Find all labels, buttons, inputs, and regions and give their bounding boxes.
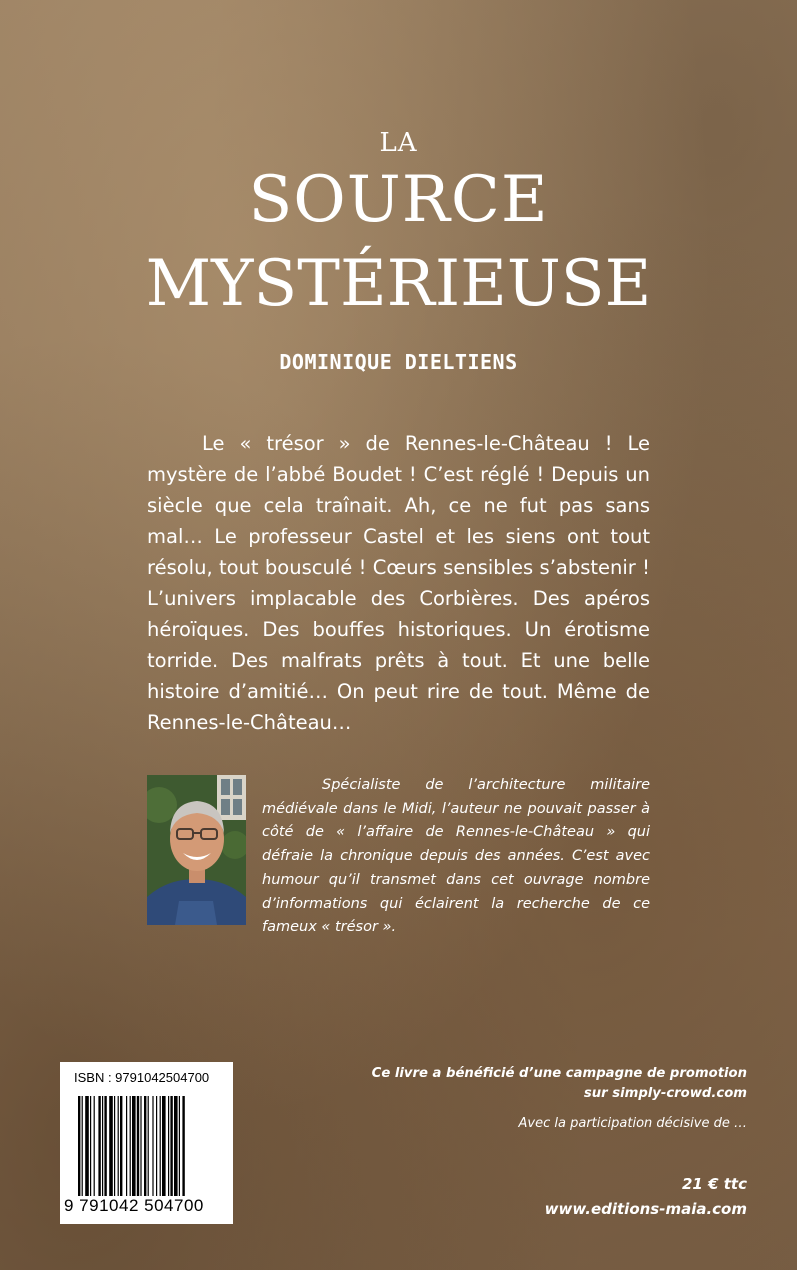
- barcode-bar: [132, 1096, 136, 1196]
- author-bio: Spécialiste de l’architecture militaire médiévale dans le Midi, l’auteur ne pouvait passer à côté de « l’affaire de Rennes-le-Château » qui défraie la chronique depuis des années. C’est avec humour qu’il transmet dans cet ouvrage nombre d’informations qui éclairent la recherche de ce fameux « trésor ».: [262, 777, 650, 936]
- promo-text: [327, 1064, 747, 1104]
- barcode-bar: [168, 1096, 169, 1196]
- barcode-bar: [182, 1096, 184, 1196]
- barcode-bar: [144, 1096, 146, 1196]
- barcode-bar: [109, 1096, 113, 1196]
- title-line-la: LA: [379, 128, 418, 158]
- barcode-bar: [160, 1096, 161, 1196]
- isbn-label: ISBN : 9791042504700: [74, 1070, 210, 1085]
- price: 21 € ttc: [682, 1175, 747, 1193]
- barcode-block: [60, 1062, 233, 1224]
- promo-line-2: sur simply-crowd.com: [583, 1086, 747, 1101]
- title-line-mysterieuse: MYSTÉRIEUSE: [145, 247, 652, 321]
- barcode-bar: [94, 1096, 95, 1196]
- author-portrait-icon: [147, 775, 246, 925]
- author-photo: [147, 775, 246, 925]
- participation-text: Avec la participation décisive de …: [518, 1116, 747, 1131]
- author-name: DOMINIQUE DIELTIENS: [279, 350, 518, 374]
- barcode-bar: [148, 1096, 149, 1196]
- barcode-bar: [82, 1096, 83, 1196]
- title-line-source: SOURCE: [248, 163, 549, 237]
- barcode-bar: [140, 1096, 141, 1196]
- barcode-icon: [78, 1096, 218, 1196]
- barcode-bar: [174, 1096, 178, 1196]
- publisher-website: www.editions-maia.com: [544, 1200, 747, 1218]
- barcode-bar: [137, 1096, 139, 1196]
- barcode-bar: [118, 1096, 119, 1196]
- barcode-bar: [90, 1096, 91, 1196]
- barcode-digits: 9 791042 504700: [64, 1196, 204, 1215]
- barcode-bar: [162, 1096, 166, 1196]
- promo-line-1: Ce livre a bénéficié d’une campagne de promotion: [371, 1066, 747, 1081]
- barcode-bar: [114, 1096, 115, 1196]
- barcode-bar: [98, 1096, 100, 1196]
- barcode-bar: [170, 1096, 172, 1196]
- barcode-bar: [179, 1096, 180, 1196]
- barcode-bar: [85, 1096, 89, 1196]
- barcode-bar: [156, 1096, 157, 1196]
- barcode-bar: [152, 1096, 153, 1196]
- barcode-bar: [126, 1096, 127, 1196]
- barcode-bar: [102, 1096, 103, 1196]
- barcode-bar: [78, 1096, 80, 1196]
- barcode-bar: [130, 1096, 131, 1196]
- barcode-bar: [120, 1096, 122, 1196]
- barcode-bar: [104, 1096, 106, 1196]
- blurb-text: Le « trésor » de Rennes-le-Château ! Le mystère de l’abbé Boudet ! C’est réglé ! Depuis un siècle que cela traînait. Ah, ce ne fut pas sans mal… Le professeur Castel et les siens ont tout résolu, tout bousculé ! Cœurs sensibles s’abstenir ! L’univers implacable des Corbières. Des apéros héroïques. Des bouffes historiques. Un érotisme torride. Des malfrats prêts à tout. Et une belle histoire d’amitié… On peut rire de tout. Même de Rennes-le-Château…: [147, 432, 650, 734]
